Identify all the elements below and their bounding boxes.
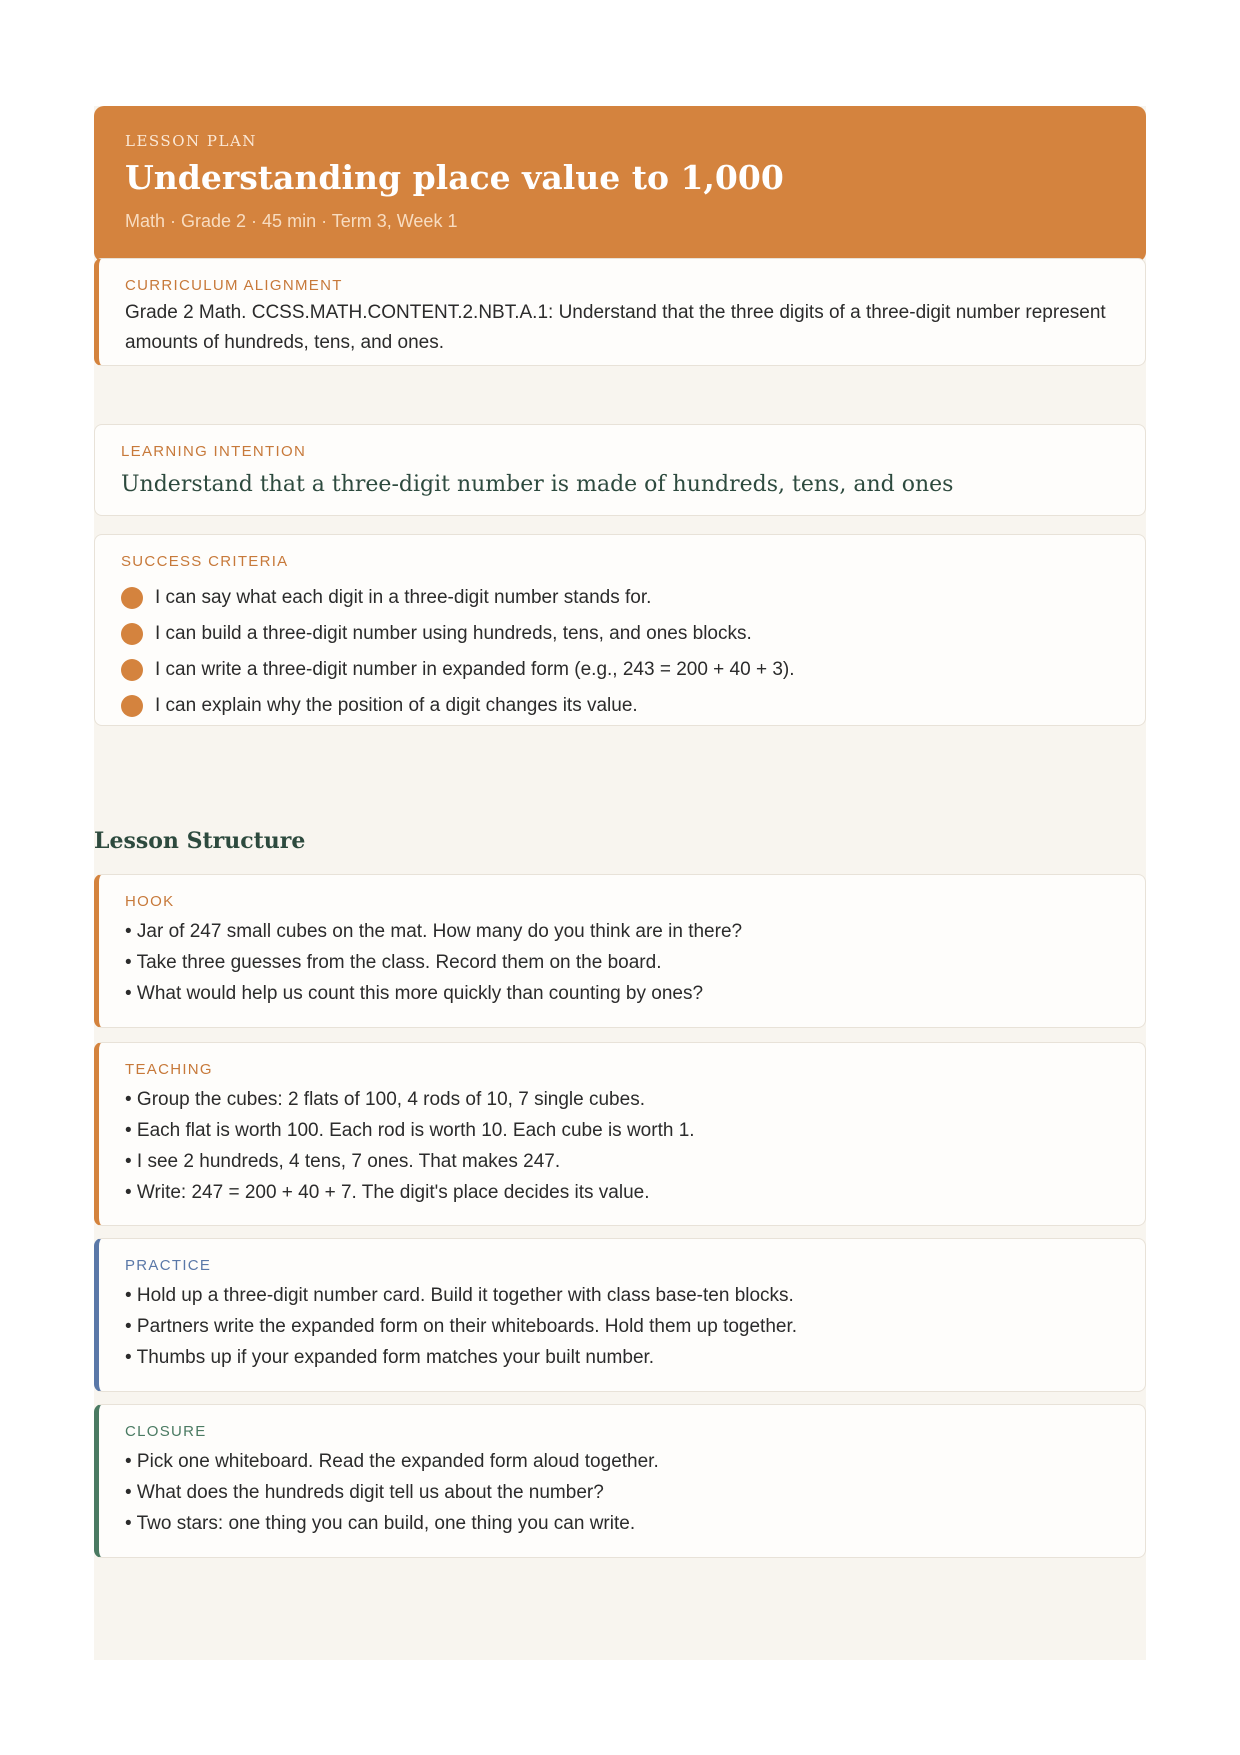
lesson-title: Understanding place value to 1,000 [125, 158, 784, 197]
success-criteria-card [94, 534, 1146, 726]
lesson-structure-heading: Lesson Structure [94, 828, 306, 854]
hook-card [94, 874, 1146, 1028]
list-item: • Take three guesses from the class. Record them on the board. [125, 952, 662, 973]
criteria-text: I can explain why the position of a digit changes its value. [155, 695, 638, 716]
success-criteria-list [121, 580, 1121, 724]
practice-list [125, 1280, 1121, 1373]
criteria-text: I can say what each digit in a three-digit number stands for. [155, 587, 652, 608]
lesson-meta: Math · Grade 2 · 45 min · Term 3, Week 1 [125, 211, 458, 231]
learning-intention-card [94, 424, 1146, 516]
lesson-header [94, 106, 1146, 262]
bullet-dot-icon [121, 623, 143, 645]
learning-intention-text: Understand that a three-digit number is made of hundreds, tens, and ones [121, 472, 954, 497]
list-item: • What does the hundreds digit tell us about the number? [125, 1482, 604, 1503]
learning-intention-label: LEARNING INTENTION [121, 443, 307, 460]
lesson-eyebrow: LESSON PLAN [125, 132, 257, 150]
list-item: • What would help us count this more quickly than counting by ones? [125, 983, 704, 1004]
closure-card [94, 1404, 1146, 1558]
list-item: • Group the cubes: 2 flats of 100, 4 rods of 10, 7 single cubes. [125, 1089, 645, 1110]
criteria-text: I can write a three-digit number in expanded form (e.g., 243 = 200 + 40 + 3). [155, 659, 795, 680]
curriculum-alignment-card [94, 258, 1146, 366]
bullet-dot-icon [121, 695, 143, 717]
list-item: • Hold up a three-digit number card. Build it together with class base-ten blocks. [125, 1285, 794, 1306]
list-item: • Jar of 247 small cubes on the mat. How many do you think are in there? [125, 921, 743, 942]
teaching-list [125, 1084, 1121, 1208]
closure-list [125, 1446, 1121, 1539]
curriculum-alignment-label: CURRICULUM ALIGNMENT [125, 277, 343, 294]
teaching-label: TEACHING [125, 1061, 213, 1078]
list-item: • Pick one whiteboard. Read the expanded form aloud together. [125, 1451, 659, 1472]
closure-label: CLOSURE [125, 1423, 207, 1440]
list-item: • Write: 247 = 200 + 40 + 7. The digit's place decides its value. [125, 1182, 650, 1203]
bullet-dot-icon [121, 659, 143, 681]
hook-list [125, 916, 1121, 1009]
criteria-item [121, 580, 1121, 616]
list-item: • I see 2 hundreds, 4 tens, 7 ones. That makes 247. [125, 1151, 561, 1172]
practice-card [94, 1238, 1146, 1392]
hook-label: HOOK [125, 893, 175, 910]
teaching-card [94, 1042, 1146, 1226]
list-item: • Two stars: one thing you can build, one thing you can write. [125, 1513, 636, 1534]
practice-label: PRACTICE [125, 1257, 212, 1274]
bullet-dot-icon [121, 587, 143, 609]
criteria-text: I can build a three-digit number using hundreds, tens, and ones blocks. [155, 623, 752, 644]
lesson-plan-page [94, 106, 1146, 1660]
criteria-item [121, 616, 1121, 652]
success-criteria-label: SUCCESS CRITERIA [121, 553, 289, 570]
criteria-item [121, 688, 1121, 724]
list-item: • Partners write the expanded form on their whiteboards. Hold them up together. [125, 1316, 798, 1337]
list-item: • Thumbs up if your expanded form matches your built number. [125, 1347, 655, 1368]
curriculum-alignment-text: Grade 2 Math. CCSS.MATH.CONTENT.2.NBT.A.1: Understand that the three digits of a three-digit number represent amounts of hundreds, tens, and ones. [125, 302, 1106, 353]
list-item: • Each flat is worth 100. Each rod is worth 10. Each cube is worth 1. [125, 1120, 695, 1141]
criteria-item [121, 652, 1121, 688]
